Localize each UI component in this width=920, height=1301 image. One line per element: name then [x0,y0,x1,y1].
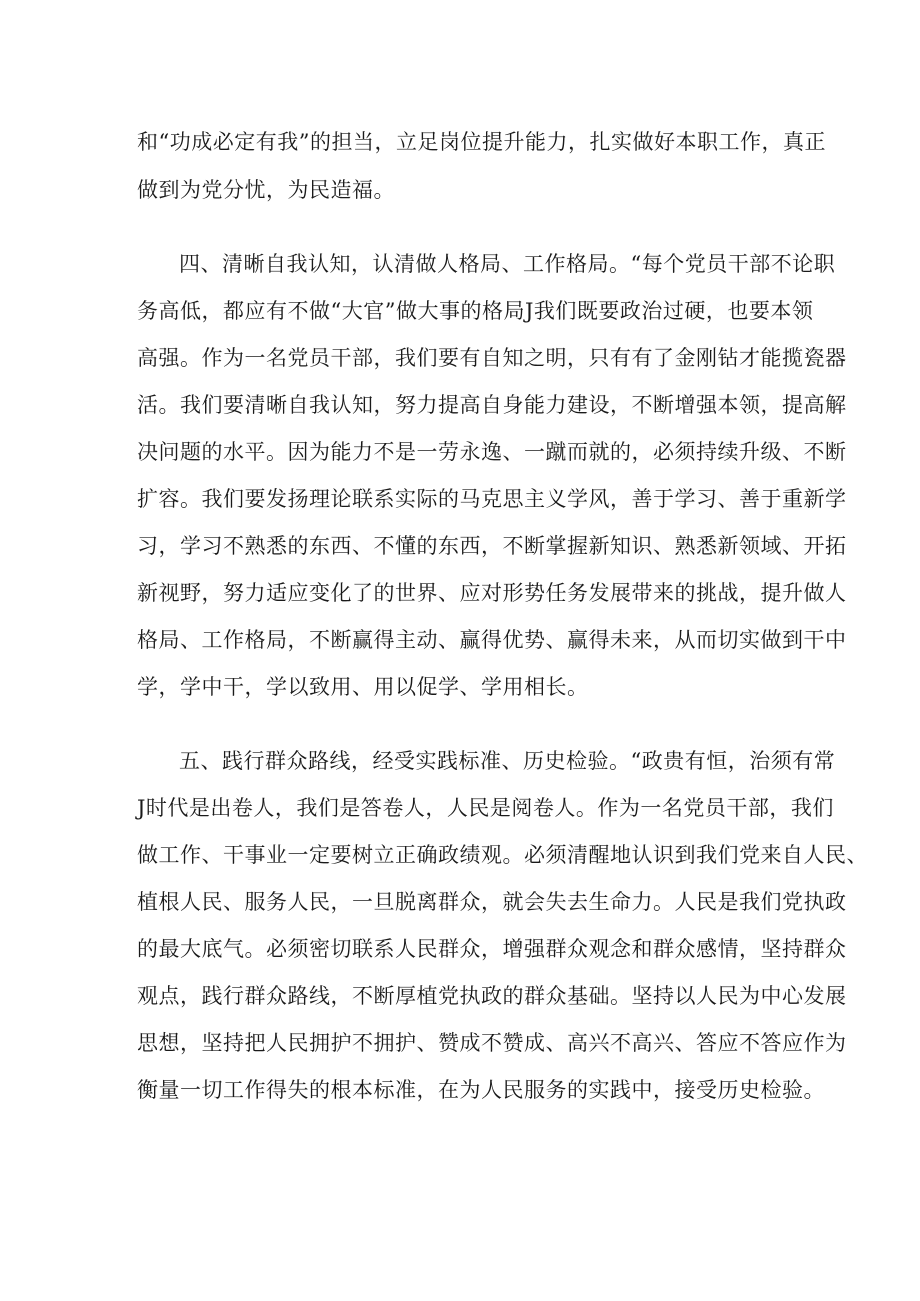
text-line: 思想，坚持把人民拥护不拥护、赞成不赞成、高兴不高兴、答应不答应作为 [137,1031,847,1055]
text-line: 做到为党分忧，为民造福。 [137,178,395,202]
text-line: 活。我们要清晰自我认知，努力提高自身能力建设，不断增强本领，提高解 [137,393,847,417]
text-line: 和“功成必定有我”的担当，立足岗位提升能力，扎实做好本职工作，真正 [137,130,826,154]
text-line: 学，学中干，学以致用、用以促学、学用相长。 [137,675,589,699]
text-line: 决问题的水平。因为能力不是一劳永逸、一蹴而就的，必须持续升级、不断 [137,440,847,464]
text-line: 务高低，都应有不做“大官”做大事的格局J我们既要政治过硬，也要本领 [137,299,814,323]
text-line: 的最大底气。必须密切联系人民群众，增强群众观念和群众感情，坚持群众 [137,937,847,961]
text-line: 衡量一切工作得失的根本标准，在为人民服务的实践中，接受历史检验。 [137,1078,825,1102]
text-line: J时代是出卷人，我们是答卷人，人民是阅卷人。作为一名党员干部，我们 [137,796,834,820]
text-line: 高强。作为一名党员干部，我们要有自知之明，只有有了金刚钻才能揽瓷器 [137,346,847,370]
text-line: 扩容。我们要发扬理论联系实际的马克思主义学风，善于学习、善于重新学 [137,487,847,511]
text-line: 观点，践行群众路线，不断厚植党执政的群众基础。坚持以人民为中心发展 [137,984,847,1008]
paragraph-heading-line: 五、践行群众路线，经受实践标准、历史检验。“政贵有恒，治须有常 [179,749,836,773]
text-line: 习，学习不熟悉的东西、不懂的东西，不断掌握新知识、熟悉新领域、开拓 [137,534,847,558]
paragraph-heading-line: 四、清晰自我认知，认清做人格局、工作格局。“每个党员干部不论职 [179,252,836,276]
text-line: 做工作、干事业一定要树立正确政绩观。必须清醒地认识到我们党来自人民、 [137,843,868,867]
text-line: 格局、工作格局，不断赢得主动、赢得优势、赢得未来，从而切实做到干中 [137,628,847,652]
text-line: 植根人民、服务人民，一旦脱离群众，就会失去生命力。人民是我们党执政 [137,890,847,914]
text-line: 新视野，努力适应变化了的世界、应对形势任务发展带来的挑战，提升做人 [137,581,847,605]
